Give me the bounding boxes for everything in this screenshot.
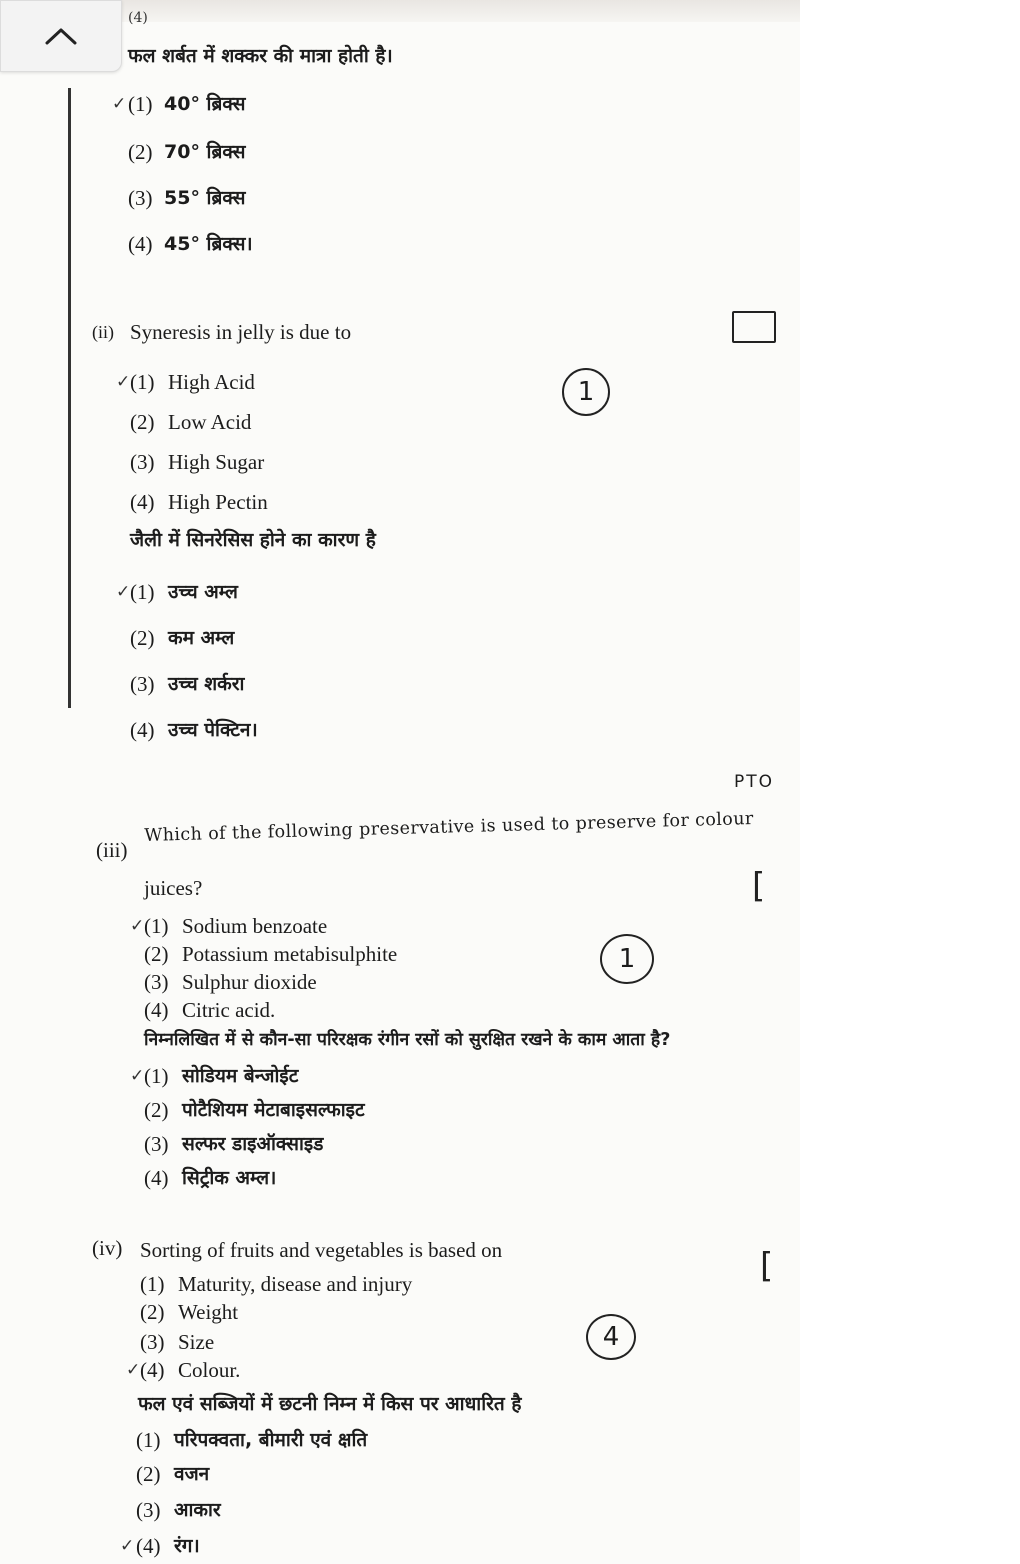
collapse-button[interactable] [0, 0, 122, 72]
q3-stem-line1-wrap [144, 807, 754, 848]
q4-hindi-opt2-num: (2) [136, 1462, 161, 1486]
q3-answer-circle: 1 [600, 934, 654, 984]
q4-opt3-text: Size [178, 1330, 215, 1354]
q2-opt3-text: High Sugar [168, 450, 265, 474]
q2-opt1-tick: ✓ [116, 372, 131, 392]
q3-hindi-opt4-text: सिट्रीक अम्ल। [182, 1167, 277, 1189]
q1-opt4-text: 45° ब्रिक्स। [164, 233, 253, 255]
q4-hindi-opt2-text: वजन [174, 1463, 210, 1485]
q2-opt4-text: High Pectin [168, 490, 268, 514]
q3-hindi-opt1-num: (1) [144, 1064, 169, 1088]
q4-opt4-text: Colour. [178, 1358, 241, 1382]
answer-box[interactable] [732, 311, 776, 343]
q3-hindi-opt2-num: (2) [144, 1098, 169, 1122]
q2-hindi-opt4-num: (4) [130, 718, 155, 742]
q2-stem-hindi: जैली में सिनरेसिस होने का कारण है [130, 529, 376, 551]
q1-opt3-text: 55° ब्रिक्स [164, 187, 246, 209]
q3-opt2-num: (2) [144, 942, 169, 966]
q2-hindi-opt3-text: उच्च शर्करा [168, 673, 245, 695]
q2-opt1-text: High Acid [168, 370, 255, 394]
q2-hindi-opt1-tick: ✓ [116, 582, 131, 602]
q2-opt1-num: (1) [130, 370, 155, 394]
q1-opt1-num: (1) [128, 92, 153, 116]
q4-opt1-num: (1) [140, 1272, 165, 1296]
q3-opt4-text: Citric acid. [182, 998, 276, 1022]
q1-opt3-num: (3) [128, 186, 153, 210]
cut-option-number: (4) [128, 10, 148, 26]
q2-opt2-num: (2) [130, 410, 155, 434]
pto-label: PTO [734, 772, 775, 792]
q3-stem-hindi: निम्नलिखित में से कौन-सा परिरक्षक रंगीन रसों को सुरक्षित रखने के काम आता है? [144, 1030, 671, 1050]
q4-bracket: [ [760, 1246, 774, 1286]
q4-opt1-text: Maturity, disease and injury [178, 1272, 413, 1296]
q2-hindi-opt2-text: कम अम्ल [168, 627, 235, 649]
q3-stem-english-line2: juices? [144, 876, 203, 900]
q3-label: (iii) [96, 838, 128, 862]
q4-stem-english: Sorting of fruits and vegetables is based on [140, 1238, 503, 1262]
q3-hindi-opt1-text: सोडियम बेन्जोईट [182, 1065, 299, 1087]
q3-opt2-text: Potassium metabisulphite [182, 942, 398, 966]
q2-stem-english: Syneresis in jelly is due to [130, 320, 352, 344]
q2-opt2-text: Low Acid [168, 410, 252, 434]
q2-answer-circle: 1 [562, 368, 610, 416]
q4-hindi-opt4-tick: ✓ [120, 1536, 135, 1556]
q4-hindi-opt3-num: (3) [136, 1498, 161, 1522]
q2-hindi-opt1-text: उच्च अम्ल [168, 581, 238, 603]
q4-opt2-text: Weight [178, 1300, 239, 1324]
q3-opt3-num: (3) [144, 970, 169, 994]
q3-opt1-num: (1) [144, 914, 169, 938]
q2-opt4-num: (4) [130, 490, 155, 514]
q1-opt1-tick: ✓ [112, 94, 127, 114]
q3-bracket: [ [752, 866, 766, 906]
q3-hindi-opt4-num: (4) [144, 1166, 169, 1190]
q4-opt4-num: (4) [140, 1358, 165, 1382]
q3-opt3-text: Sulphur dioxide [182, 970, 317, 994]
q4-opt2-num: (2) [140, 1300, 165, 1324]
q4-opt4-tick: ✓ [126, 1360, 141, 1380]
q3-opt4-num: (4) [144, 998, 169, 1022]
q3-opt1-text: Sodium benzoate [182, 914, 328, 938]
q3-opt1-tick: ✓ [130, 916, 145, 936]
q4-hindi-opt1-num: (1) [136, 1428, 161, 1452]
q4-hindi-opt1-text: परिपक्वता, बीमारी एवं क्षति [174, 1429, 368, 1451]
q4-hindi-opt4-text: रंग। [174, 1535, 200, 1557]
q1-stem-hindi: फल शर्बत में शक्कर की मात्रा होती है। [128, 45, 393, 67]
q3-hindi-opt2-text: पोटैशियम मेटाबाइसल्फाइट [182, 1099, 365, 1121]
q1-opt4-num: (4) [128, 232, 153, 256]
margin-line [68, 88, 71, 708]
q2-hindi-opt1-num: (1) [130, 580, 155, 604]
q2-label: (ii) [92, 322, 114, 342]
q4-opt3-num: (3) [140, 1330, 165, 1354]
q4-hindi-opt4-num: (4) [136, 1534, 161, 1558]
q1-opt2-num: (2) [128, 140, 153, 164]
q3-hindi-opt1-tick: ✓ [130, 1066, 145, 1086]
q3-hindi-opt3-num: (3) [144, 1132, 169, 1156]
q4-stem-hindi: फल एवं सब्जियों में छटनी निम्न में किस पर आधारित है [138, 1393, 522, 1415]
q2-hindi-opt2-num: (2) [130, 626, 155, 650]
q3-stem-english-line1: Which of the following preservative is used to preserve for colour [144, 808, 754, 846]
q4-label: (iv) [92, 1236, 123, 1260]
q2-hindi-opt3-num: (3) [130, 672, 155, 696]
q1-opt2-text: 70° ब्रिक्स [164, 141, 246, 163]
q4-answer-circle: 4 [586, 1314, 636, 1360]
q3-hindi-opt3-text: सल्फर डाइऑक्साइड [182, 1133, 324, 1155]
q1-opt1-text: 40° ब्रिक्स [164, 93, 246, 115]
q2-opt3-num: (3) [130, 450, 155, 474]
q4-hindi-opt3-text: आकार [174, 1499, 221, 1521]
q2-hindi-opt4-text: उच्च पेक्टिन। [168, 719, 258, 741]
chevron-up-icon [44, 26, 78, 46]
